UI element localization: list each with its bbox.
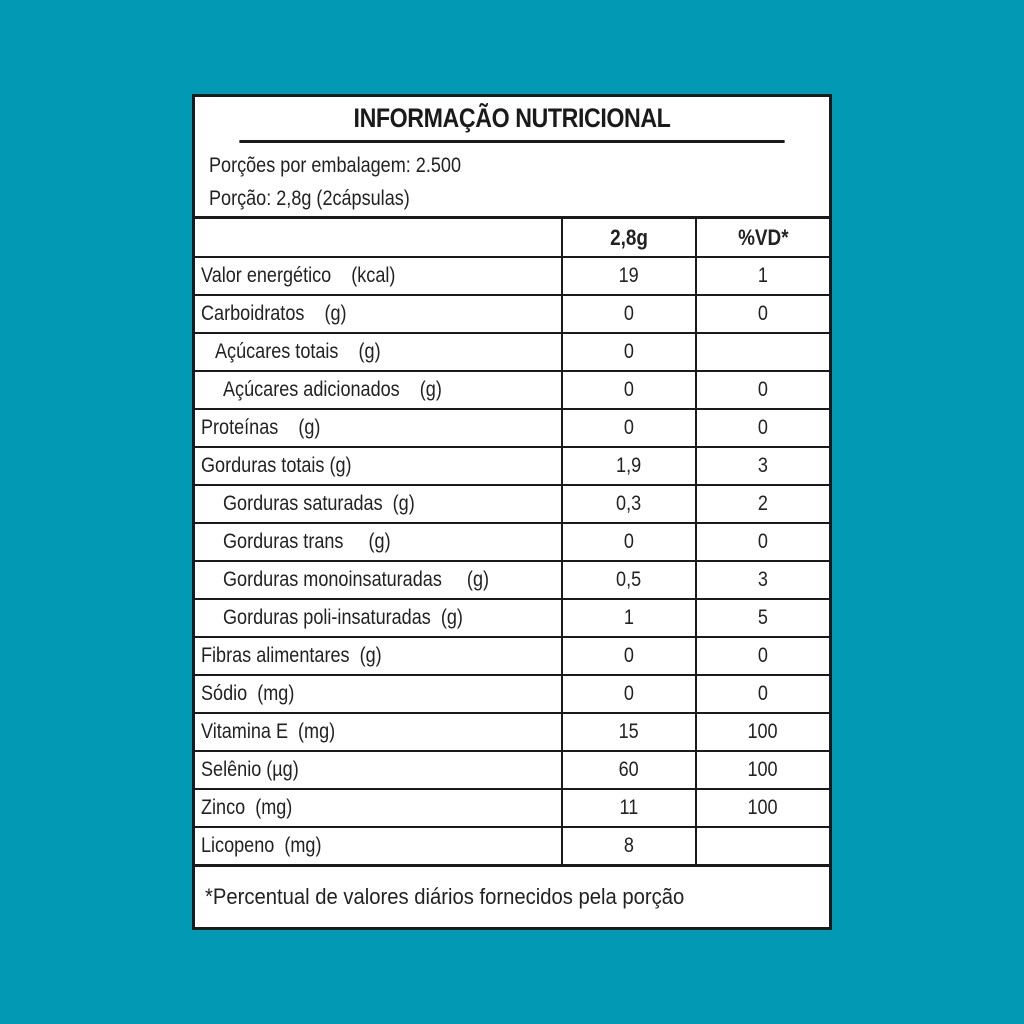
table-row [195,409,829,447]
nutrient-name-cell: Vitamina E (mg) [195,713,562,751]
nutrient-dv-cell: 2 [696,485,829,523]
nutrient-name-cell: Selênio (µg) [195,751,562,789]
table-row [195,371,829,409]
table-row [195,789,829,827]
nutrient-dv-cell: 0 [696,523,829,561]
nutrient-amount-cell: 0 [562,523,696,561]
nutrient-amount-cell: 0 [562,675,696,713]
nutrient-dv-cell: 1 [696,257,829,295]
nutrient-dv-cell [696,333,829,371]
nutrient-dv-cell: 0 [696,409,829,447]
nutrient-name-cell: Zinco (mg) [195,789,562,827]
table-row [195,827,829,865]
nutrient-dv-cell: 100 [696,789,829,827]
nutrient-name-cell: Carboidratos (g) [195,295,562,333]
nutrient-amount-cell: 0 [562,333,696,371]
nutrition-facts-panel [192,94,832,930]
serving-size: Porção: 2,8g (2cápsulas) [209,187,410,210]
nutrient-amount-cell: 0 [562,295,696,333]
nutrient-name-cell: Açúcares totais (g) [195,333,562,371]
nutrient-dv-cell: 3 [696,447,829,485]
header-amount-cell: 2,8g [562,219,696,257]
nutrient-name-cell: Gorduras monoinsaturadas (g) [195,561,562,599]
nutrient-amount-cell: 11 [562,789,696,827]
nutrient-amount-cell: 0,3 [562,485,696,523]
footnote [195,866,829,927]
nutrient-name-cell: Açúcares adicionados (g) [195,371,562,409]
nutrient-amount-cell: 0 [562,637,696,675]
table-row [195,295,829,333]
table-header-row [195,219,829,257]
nutrient-amount-cell: 0,5 [562,561,696,599]
nutrient-amount-cell: 0 [562,371,696,409]
header-dv-cell: %VD* [696,219,829,257]
nutrient-dv-cell: 5 [696,599,829,637]
header-blank-cell [195,219,562,257]
nutrient-name-cell: Sódio (mg) [195,675,562,713]
nutrient-dv-cell: 100 [696,713,829,751]
table-row [195,523,829,561]
table-row [195,675,829,713]
nutrient-amount-cell: 1 [562,599,696,637]
nutrient-amount-cell: 15 [562,713,696,751]
nutrition-table [195,219,829,866]
nutrient-name-cell: Proteínas (g) [195,409,562,447]
table-row [195,447,829,485]
footnote-text: *Percentual de valores diários fornecidos pela porção [205,884,685,909]
panel-title: INFORMAÇÃO NUTRICIONAL [239,97,784,143]
nutrient-dv-cell: 0 [696,637,829,675]
table-row [195,599,829,637]
table-row [195,561,829,599]
nutrient-dv-cell [696,827,829,865]
table-row [195,257,829,295]
nutrient-name-cell: Gorduras totais (g) [195,447,562,485]
nutrient-dv-cell: 100 [696,751,829,789]
nutrient-amount-cell: 0 [562,409,696,447]
servings-per-package: Porções por embalagem: 2.500 [209,154,461,177]
nutrient-name-cell: Gorduras saturadas (g) [195,485,562,523]
nutrient-name-cell: Valor energético (kcal) [195,257,562,295]
nutrient-amount-cell: 60 [562,751,696,789]
table-row [195,713,829,751]
nutrient-name-cell: Gorduras poli-insaturadas (g) [195,599,562,637]
nutrient-amount-cell: 8 [562,827,696,865]
nutrient-name-cell: Licopeno (mg) [195,827,562,865]
table-row [195,637,829,675]
nutrient-name-cell: Gorduras trans (g) [195,523,562,561]
nutrient-amount-cell: 19 [562,257,696,295]
nutrient-name-cell: Fibras alimentares (g) [195,637,562,675]
nutrient-dv-cell: 0 [696,675,829,713]
serving-info [195,143,829,219]
nutrient-dv-cell: 0 [696,371,829,409]
nutrient-amount-cell: 1,9 [562,447,696,485]
table-row [195,751,829,789]
nutrient-dv-cell: 0 [696,295,829,333]
table-row [195,333,829,371]
table-row [195,485,829,523]
nutrient-dv-cell: 3 [696,561,829,599]
